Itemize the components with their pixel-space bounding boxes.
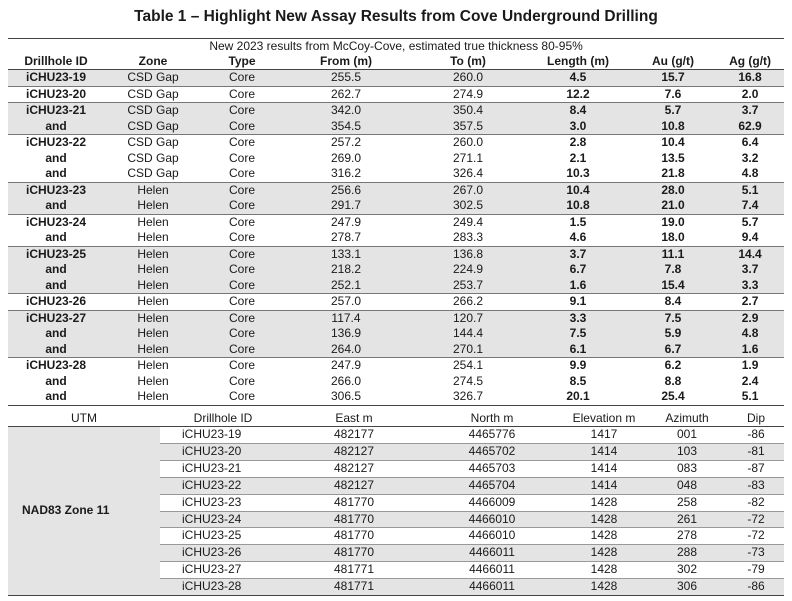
cell-from: 255.5 bbox=[282, 70, 410, 87]
cell-ag: 2.0 bbox=[716, 86, 784, 103]
drillhole-sub-row bbox=[8, 374, 784, 390]
drillhole-row bbox=[8, 103, 784, 119]
cell-from: 262.7 bbox=[282, 86, 410, 103]
cell-au: 15.7 bbox=[630, 70, 716, 87]
col-header-length: Length (m) bbox=[526, 54, 630, 70]
drillhole-row bbox=[8, 310, 784, 326]
drillhole-row bbox=[8, 294, 784, 311]
cell-au: 28.0 bbox=[630, 182, 716, 198]
cell-from: 278.7 bbox=[330, 230, 362, 244]
cell-drillhole-id: and bbox=[8, 119, 104, 135]
col-header-to: To (m) bbox=[410, 54, 526, 70]
cell-zone: Helen bbox=[104, 310, 202, 326]
cell-from: 252.1 bbox=[282, 278, 410, 294]
drillhole-sub-row bbox=[8, 262, 784, 278]
utm-collar-table bbox=[8, 410, 784, 596]
col-header-dip: Dip bbox=[728, 410, 784, 427]
cell-zone: Helen bbox=[104, 182, 202, 198]
cell-from: 354.5 bbox=[282, 119, 410, 135]
cell-east: 482127 bbox=[286, 477, 422, 494]
drillhole-sub-row bbox=[8, 198, 784, 214]
cell-azimuth: 288 bbox=[646, 545, 728, 562]
cell-ag: 14.4 bbox=[716, 246, 784, 262]
cell-type: Core bbox=[202, 246, 282, 262]
cell-zone: CSD Gap bbox=[127, 150, 179, 165]
cell-length: 2.1 bbox=[569, 150, 587, 165]
cell-dip: -83 bbox=[728, 477, 784, 494]
cell-drillhole-id: iCHU23-28 bbox=[160, 579, 286, 596]
cell-to: 120.7 bbox=[410, 310, 526, 326]
cell-zone: Helen bbox=[137, 373, 169, 388]
cell-length: 6.7 bbox=[526, 262, 630, 278]
cell-zone: Helen bbox=[104, 294, 202, 311]
col-header-ag: Ag (g/t) bbox=[716, 54, 784, 70]
cell-ag: 3.7 bbox=[716, 103, 784, 119]
cell-east: 482177 bbox=[286, 427, 422, 444]
cell-length: 3.0 bbox=[526, 119, 630, 135]
drillhole-row bbox=[8, 214, 784, 230]
cell-length: 3.3 bbox=[526, 310, 630, 326]
cell-length: 1.5 bbox=[526, 214, 630, 230]
cell-length: 6.1 bbox=[526, 342, 630, 358]
cell-au: 18.0 bbox=[661, 230, 685, 244]
cell-ag: 3.2 bbox=[741, 150, 759, 165]
cell-ag: 5.1 bbox=[716, 389, 784, 405]
cell-from: 257.0 bbox=[282, 294, 410, 311]
cell-dip: -73 bbox=[728, 545, 784, 562]
cell-from: 266.0 bbox=[330, 373, 362, 388]
cell-au: 7.8 bbox=[630, 262, 716, 278]
cell-type: Core bbox=[202, 214, 282, 230]
col-header-au: Au (g/t) bbox=[630, 54, 716, 70]
cell-north: 4465703 bbox=[422, 460, 562, 477]
cell-type: Core bbox=[202, 358, 282, 374]
cell-drillhole-id: iCHU23-26 bbox=[160, 545, 286, 562]
col-header-east: East m bbox=[286, 410, 422, 427]
cell-drillhole-id: and bbox=[8, 389, 104, 405]
cell-drillhole-id: iCHU23-24 bbox=[160, 511, 286, 528]
cell-au: 7.5 bbox=[630, 310, 716, 326]
collar-row bbox=[8, 427, 784, 444]
assay-body bbox=[8, 70, 784, 406]
col-header-utm: UTM bbox=[8, 410, 160, 427]
cell-ag: 4.8 bbox=[716, 326, 784, 342]
cell-type: Core bbox=[202, 103, 282, 119]
cell-drillhole-id: iCHU23-21 bbox=[8, 103, 104, 119]
cell-from: 257.2 bbox=[282, 135, 410, 151]
cell-north: 4465702 bbox=[422, 443, 562, 460]
cell-length: 4.5 bbox=[526, 70, 630, 87]
cell-from: 117.4 bbox=[282, 310, 410, 326]
cell-from: 264.0 bbox=[282, 342, 410, 358]
cell-drillhole-id: and bbox=[45, 166, 67, 180]
cell-to: 253.7 bbox=[410, 278, 526, 294]
cell-zone: CSD Gap bbox=[127, 166, 179, 180]
cell-to: 136.8 bbox=[410, 246, 526, 262]
cell-from: 306.5 bbox=[282, 389, 410, 405]
cell-zone: CSD Gap bbox=[104, 135, 202, 151]
cell-from: 218.2 bbox=[282, 262, 410, 278]
cell-to: 144.4 bbox=[410, 326, 526, 342]
assay-results-table bbox=[8, 38, 784, 406]
cell-to: 260.0 bbox=[410, 135, 526, 151]
cell-from: 269.0 bbox=[330, 150, 362, 165]
cell-to: 274.5 bbox=[452, 373, 484, 388]
cell-au: 19.0 bbox=[630, 214, 716, 230]
cell-zone: Helen bbox=[104, 342, 202, 358]
cell-dip: -72 bbox=[728, 528, 784, 545]
cell-north: 4465704 bbox=[422, 477, 562, 494]
cell-drillhole-id: iCHU23-22 bbox=[8, 135, 104, 151]
cell-zone: Helen bbox=[104, 389, 202, 405]
cell-au: 5.9 bbox=[630, 326, 716, 342]
cell-type: Core bbox=[202, 342, 282, 358]
cell-type: Core bbox=[202, 70, 282, 87]
drillhole-row bbox=[8, 182, 784, 198]
cell-length: 8.5 bbox=[569, 373, 587, 388]
cell-length: 20.1 bbox=[526, 389, 630, 405]
cell-north: 4466011 bbox=[422, 562, 562, 579]
cell-east: 481771 bbox=[286, 579, 422, 596]
cell-au: 21.0 bbox=[630, 198, 716, 214]
cell-elevation: 1417 bbox=[562, 427, 646, 444]
cell-type: Core bbox=[202, 294, 282, 311]
cell-elevation: 1428 bbox=[562, 545, 646, 562]
cell-azimuth: 001 bbox=[646, 427, 728, 444]
drillhole-row bbox=[8, 358, 784, 374]
drillhole-sub-row bbox=[8, 119, 784, 135]
cell-length: 1.6 bbox=[526, 278, 630, 294]
drillhole-row bbox=[8, 135, 784, 151]
drillhole-sub-row bbox=[8, 326, 784, 342]
assay-header-row bbox=[8, 54, 784, 70]
cell-drillhole-id: iCHU23-25 bbox=[160, 528, 286, 545]
cell-au: 6.7 bbox=[630, 342, 716, 358]
cell-zone: Helen bbox=[104, 262, 202, 278]
cell-drillhole-id: iCHU23-22 bbox=[160, 477, 286, 494]
drillhole-sub-row bbox=[8, 342, 784, 358]
cell-drillhole-id: and bbox=[8, 198, 104, 214]
cell-au: 10.4 bbox=[630, 135, 716, 151]
cell-north: 4465776 bbox=[422, 427, 562, 444]
cell-ag: 3.7 bbox=[716, 262, 784, 278]
cell-to: 283.3 bbox=[452, 230, 484, 244]
cell-au: 7.6 bbox=[630, 86, 716, 103]
cell-au: 15.4 bbox=[630, 278, 716, 294]
cell-elevation: 1428 bbox=[562, 511, 646, 528]
drillhole-sub-row bbox=[8, 230, 784, 246]
drillhole-row bbox=[8, 246, 784, 262]
cell-east: 481770 bbox=[286, 511, 422, 528]
cell-zone: CSD Gap bbox=[104, 103, 202, 119]
cell-ag: 16.8 bbox=[716, 70, 784, 87]
cell-east: 481770 bbox=[286, 545, 422, 562]
cell-drillhole-id: iCHU23-19 bbox=[8, 70, 104, 87]
cell-au: 11.1 bbox=[630, 246, 716, 262]
cell-dip: -87 bbox=[728, 460, 784, 477]
col-header-azimuth: Azimuth bbox=[646, 410, 728, 427]
cell-au: 8.4 bbox=[630, 294, 716, 311]
col-header-drillhole: Drillhole ID bbox=[8, 54, 104, 70]
cell-azimuth: 258 bbox=[646, 494, 728, 511]
cell-drillhole-id: iCHU23-23 bbox=[160, 494, 286, 511]
drillhole-row bbox=[8, 70, 784, 87]
cell-ag: 2.9 bbox=[716, 310, 784, 326]
cell-elevation: 1414 bbox=[562, 477, 646, 494]
cell-ag: 2.7 bbox=[716, 294, 784, 311]
cell-type: Core bbox=[228, 373, 255, 388]
cell-drillhole-id: and bbox=[8, 278, 104, 294]
cell-drillhole-id: and bbox=[45, 373, 67, 388]
drillhole-sub-row bbox=[8, 278, 784, 294]
cell-zone: Helen bbox=[104, 198, 202, 214]
cell-dip: -81 bbox=[728, 443, 784, 460]
cell-east: 481770 bbox=[286, 528, 422, 545]
cell-type: Core bbox=[202, 326, 282, 342]
cell-type: Core bbox=[202, 278, 282, 294]
cell-to: 326.7 bbox=[410, 389, 526, 405]
cell-ag: 62.9 bbox=[716, 119, 784, 135]
cell-azimuth: 048 bbox=[646, 477, 728, 494]
cell-type: Core bbox=[202, 389, 282, 405]
cell-drillhole-id: iCHU23-26 bbox=[8, 294, 104, 311]
cell-drillhole-id: iCHU23-21 bbox=[160, 460, 286, 477]
cell-to: 350.4 bbox=[410, 103, 526, 119]
cell-zone: Helen bbox=[104, 214, 202, 230]
cell-length: 7.5 bbox=[526, 326, 630, 342]
cell-type: Core bbox=[202, 119, 282, 135]
cell-drillhole-id: iCHU23-27 bbox=[8, 310, 104, 326]
cell-length: 12.2 bbox=[526, 86, 630, 103]
cell-zone: CSD Gap bbox=[104, 70, 202, 87]
cell-to: 224.9 bbox=[410, 262, 526, 278]
col-header-drillhole-id: Drillhole ID bbox=[160, 410, 286, 427]
cell-east: 482127 bbox=[286, 460, 422, 477]
cell-to: 267.0 bbox=[410, 182, 526, 198]
cell-azimuth: 261 bbox=[646, 511, 728, 528]
drillhole-sub-row bbox=[8, 151, 784, 167]
cell-length: 2.8 bbox=[526, 135, 630, 151]
cell-drillhole-id: and bbox=[45, 150, 67, 165]
col-header-north: North m bbox=[422, 410, 562, 427]
cell-zone: Helen bbox=[137, 230, 169, 244]
cell-north: 4466010 bbox=[422, 511, 562, 528]
cell-drillhole-id: iCHU23-28 bbox=[8, 358, 104, 374]
cell-length: 3.7 bbox=[526, 246, 630, 262]
cell-to: 302.5 bbox=[410, 198, 526, 214]
cell-to: 270.1 bbox=[410, 342, 526, 358]
cell-zone: Helen bbox=[104, 326, 202, 342]
cell-from: 136.9 bbox=[282, 326, 410, 342]
cell-elevation: 1428 bbox=[562, 562, 646, 579]
cell-dip: -86 bbox=[728, 579, 784, 596]
utm-zone-label: NAD83 Zone 11 bbox=[8, 427, 160, 596]
cell-ag: 9.4 bbox=[741, 230, 759, 244]
cell-dip: -86 bbox=[728, 427, 784, 444]
cell-ag: 2.4 bbox=[741, 373, 759, 388]
cell-length: 10.4 bbox=[526, 182, 630, 198]
cell-type: Core bbox=[228, 230, 255, 244]
cell-au: 5.7 bbox=[630, 103, 716, 119]
col-header-type: Type bbox=[202, 54, 282, 70]
cell-length: 8.4 bbox=[526, 103, 630, 119]
cell-elevation: 1414 bbox=[562, 460, 646, 477]
cell-au: 6.2 bbox=[630, 358, 716, 374]
cell-drillhole-id: iCHU23-20 bbox=[160, 443, 286, 460]
cell-type: Core bbox=[202, 198, 282, 214]
cell-north: 4466009 bbox=[422, 494, 562, 511]
cell-drillhole-id: iCHU23-25 bbox=[8, 246, 104, 262]
cell-elevation: 1428 bbox=[562, 528, 646, 545]
cell-to: 266.2 bbox=[410, 294, 526, 311]
cell-ag: 6.4 bbox=[716, 135, 784, 151]
cell-from: 316.2 bbox=[330, 166, 362, 180]
cell-length: 4.6 bbox=[569, 230, 587, 244]
cell-drillhole-id: and bbox=[45, 230, 67, 244]
cell-north: 4466011 bbox=[422, 545, 562, 562]
cell-length: 10.3 bbox=[566, 166, 590, 180]
cell-to: 249.4 bbox=[410, 214, 526, 230]
cell-type: Core bbox=[228, 150, 255, 165]
cell-to: 357.5 bbox=[410, 119, 526, 135]
cell-au: 13.5 bbox=[661, 150, 685, 165]
cell-from: 291.7 bbox=[282, 198, 410, 214]
cell-au: 8.8 bbox=[664, 373, 682, 388]
cell-ag: 7.4 bbox=[716, 198, 784, 214]
cell-east: 481770 bbox=[286, 494, 422, 511]
col-header-elevation: Elevation m bbox=[562, 410, 646, 427]
cell-azimuth: 302 bbox=[646, 562, 728, 579]
cell-azimuth: 103 bbox=[646, 443, 728, 460]
cell-to: 260.0 bbox=[410, 70, 526, 87]
cell-dip: -79 bbox=[728, 562, 784, 579]
table-title: Table 1 – Highlight New Assay Results from Cove Underground Drilling bbox=[134, 8, 658, 25]
cell-drillhole-id: iCHU23-24 bbox=[8, 214, 104, 230]
cell-ag: 1.9 bbox=[716, 358, 784, 374]
col-header-from: From (m) bbox=[282, 54, 410, 70]
cell-zone: Helen bbox=[104, 278, 202, 294]
cell-drillhole-id: iCHU23-20 bbox=[8, 86, 104, 103]
drillhole-sub-row bbox=[8, 166, 784, 182]
cell-type: Core bbox=[228, 166, 255, 180]
cell-to: 271.1 bbox=[452, 150, 484, 165]
cell-from: 247.9 bbox=[282, 358, 410, 374]
cell-type: Core bbox=[202, 262, 282, 278]
cell-azimuth: 278 bbox=[646, 528, 728, 545]
cell-drillhole-id: and bbox=[8, 342, 104, 358]
cell-length: 10.8 bbox=[526, 198, 630, 214]
cell-length: 9.1 bbox=[526, 294, 630, 311]
cell-ag: 5.1 bbox=[716, 182, 784, 198]
cell-north: 4466011 bbox=[422, 579, 562, 596]
cell-north: 4466010 bbox=[422, 528, 562, 545]
cell-azimuth: 306 bbox=[646, 579, 728, 596]
cell-east: 481771 bbox=[286, 562, 422, 579]
cell-drillhole-id: iCHU23-27 bbox=[160, 562, 286, 579]
cell-ag: 4.8 bbox=[741, 166, 759, 180]
cell-azimuth: 083 bbox=[646, 460, 728, 477]
col-header-zone: Zone bbox=[104, 54, 202, 70]
cell-to: 274.9 bbox=[410, 86, 526, 103]
cell-zone: Helen bbox=[104, 246, 202, 262]
cell-dip: -72 bbox=[728, 511, 784, 528]
cell-ag: 3.3 bbox=[716, 278, 784, 294]
cell-drillhole-id: and bbox=[8, 326, 104, 342]
cell-zone: CSD Gap bbox=[104, 86, 202, 103]
cell-zone: Helen bbox=[104, 358, 202, 374]
cell-elevation: 1428 bbox=[562, 494, 646, 511]
drillhole-sub-row bbox=[8, 389, 784, 405]
cell-from: 133.1 bbox=[282, 246, 410, 262]
cell-drillhole-id: iCHU23-19 bbox=[160, 427, 286, 444]
cell-type: Core bbox=[202, 182, 282, 198]
cell-drillhole-id: iCHU23-23 bbox=[8, 182, 104, 198]
cell-length: 9.9 bbox=[526, 358, 630, 374]
cell-to: 326.4 bbox=[452, 166, 484, 180]
cell-ag: 5.7 bbox=[716, 214, 784, 230]
cell-from: 342.0 bbox=[282, 103, 410, 119]
cell-dip: -82 bbox=[728, 494, 784, 511]
cell-elevation: 1414 bbox=[562, 443, 646, 460]
assay-subtitle: New 2023 results from McCoy-Cove, estimated true thickness 80-95% bbox=[8, 39, 784, 55]
cell-au: 25.4 bbox=[630, 389, 716, 405]
cell-zone: CSD Gap bbox=[104, 119, 202, 135]
cell-au: 10.8 bbox=[630, 119, 716, 135]
cell-type: Core bbox=[202, 86, 282, 103]
utm-header-row bbox=[8, 410, 784, 427]
cell-ag: 1.6 bbox=[716, 342, 784, 358]
cell-east: 482127 bbox=[286, 443, 422, 460]
cell-from: 247.9 bbox=[282, 214, 410, 230]
cell-elevation: 1428 bbox=[562, 579, 646, 596]
cell-from: 256.6 bbox=[282, 182, 410, 198]
cell-to: 254.1 bbox=[410, 358, 526, 374]
drillhole-row bbox=[8, 86, 784, 103]
cell-drillhole-id: and bbox=[8, 262, 104, 278]
cell-au: 21.8 bbox=[661, 166, 685, 180]
utm-body bbox=[8, 427, 784, 596]
cell-type: Core bbox=[202, 135, 282, 151]
cell-type: Core bbox=[202, 310, 282, 326]
